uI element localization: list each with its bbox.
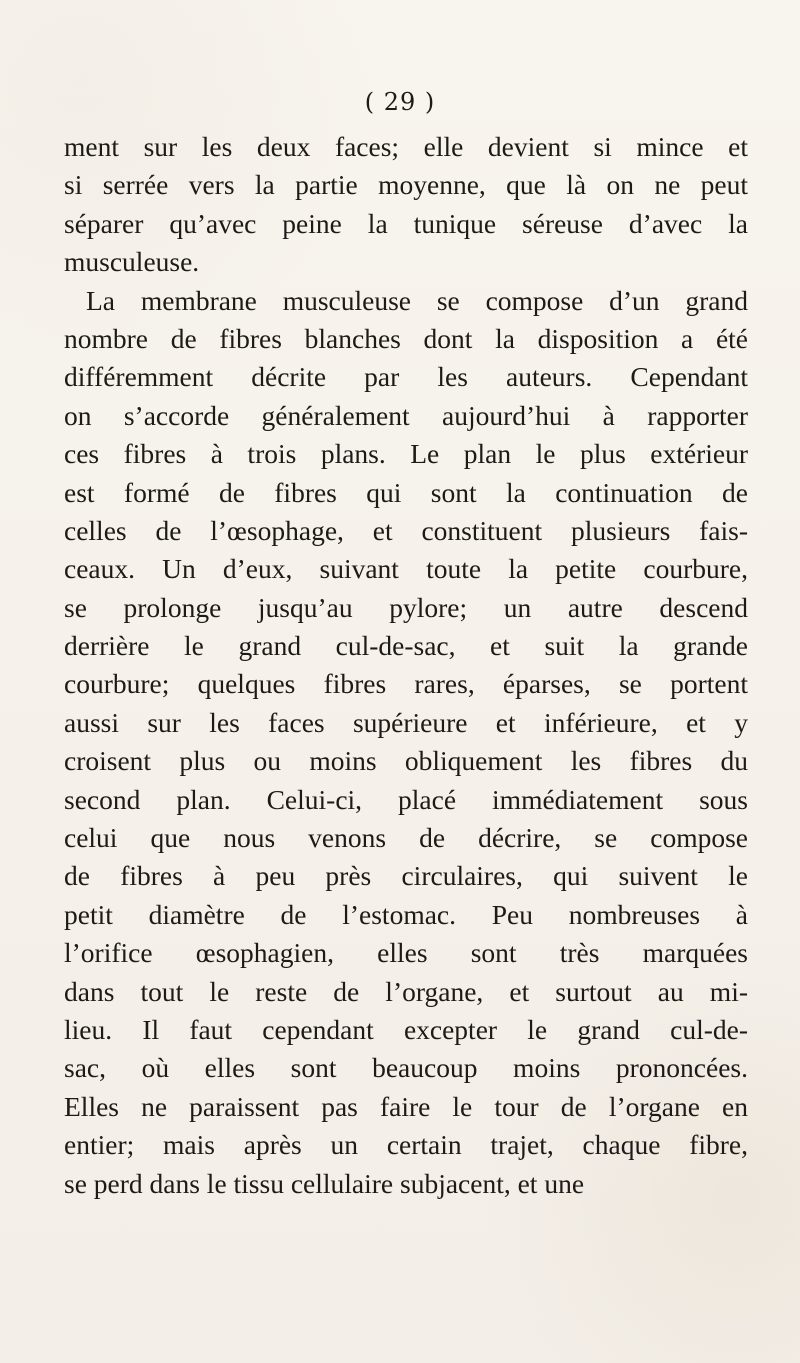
text-line-13: se prolonge jusqu’au pylore; un autre descend — [64, 591, 748, 623]
text-line-22: l’orifice œsophagien, elles sont très marquées — [64, 937, 748, 969]
text-line-9: ces fibres à trois plans. Le plan le plus extérieur — [64, 438, 748, 470]
text-line-24: lieu. Il faut cependant excepter le grand cul-de- — [64, 1013, 748, 1045]
text-line-7: différemment décrite par les auteurs. Cependant — [64, 361, 748, 393]
text-line-6: nombre de fibres blanches dont la disposition a été — [64, 322, 748, 354]
text-line-11: celles de l’œsophage, et constituent plusieurs fais- — [64, 514, 748, 546]
text-line-26: Elles ne paraissent pas faire le tour de l’organe en — [64, 1090, 748, 1122]
text-line-20: de fibres à peu près circulaires, qui suivent le — [64, 860, 748, 892]
text-line-1: ment sur les deux faces; elle devient si mince et — [64, 131, 748, 162]
text-line-16: aussi sur les faces supérieure et inférieure, et y — [64, 706, 748, 738]
text-line-27: entier; mais après un certain trajet, chaque fibre, — [64, 1129, 748, 1161]
text-line-4: musculeuse. — [64, 246, 200, 278]
text-line-19: celui que nous venons de décrire, se compose — [64, 822, 748, 854]
text-line-2: si serrée vers la partie moyenne, que là on ne peut — [64, 169, 748, 201]
text-line-12: ceaux. Un d’eux, suivant toute la petite courbure, — [64, 553, 748, 585]
text-line-14: derrière le grand cul-de-sac, et suit la grande — [64, 630, 748, 662]
text-line-23: dans tout le reste de l’organe, et surtout au mi- — [64, 975, 748, 1007]
text-line-21: petit diamètre de l’estomac. Peu nombreuses à — [64, 898, 748, 930]
text-line-18: second plan. Celui-ci, placé immédiatement sous — [64, 783, 748, 815]
page-number: ( 29 ) — [364, 88, 436, 116]
text-line-10: est formé de fibres qui sont la continuation de — [64, 476, 748, 508]
text-line-28: se perd dans le tissu cellulaire subjacent, et une — [64, 1167, 585, 1199]
text-line-25: sac, où elles sont beaucoup moins prononcées. — [64, 1052, 748, 1084]
text-line-15: courbure; quelques fibres rares, éparses, se portent — [64, 668, 748, 700]
text-line-3: séparer qu’avec peine la tunique séreuse d’avec la — [64, 207, 748, 239]
body-text — [64, 128, 748, 1203]
text-line-5: La membrane musculeuse se compose d’un grand — [86, 284, 748, 316]
text-line-8: on s’accorde généralement aujourd’hui à rapporter — [64, 399, 748, 431]
text-line-17: croisent plus ou moins obliquement les fibres du — [64, 745, 748, 777]
